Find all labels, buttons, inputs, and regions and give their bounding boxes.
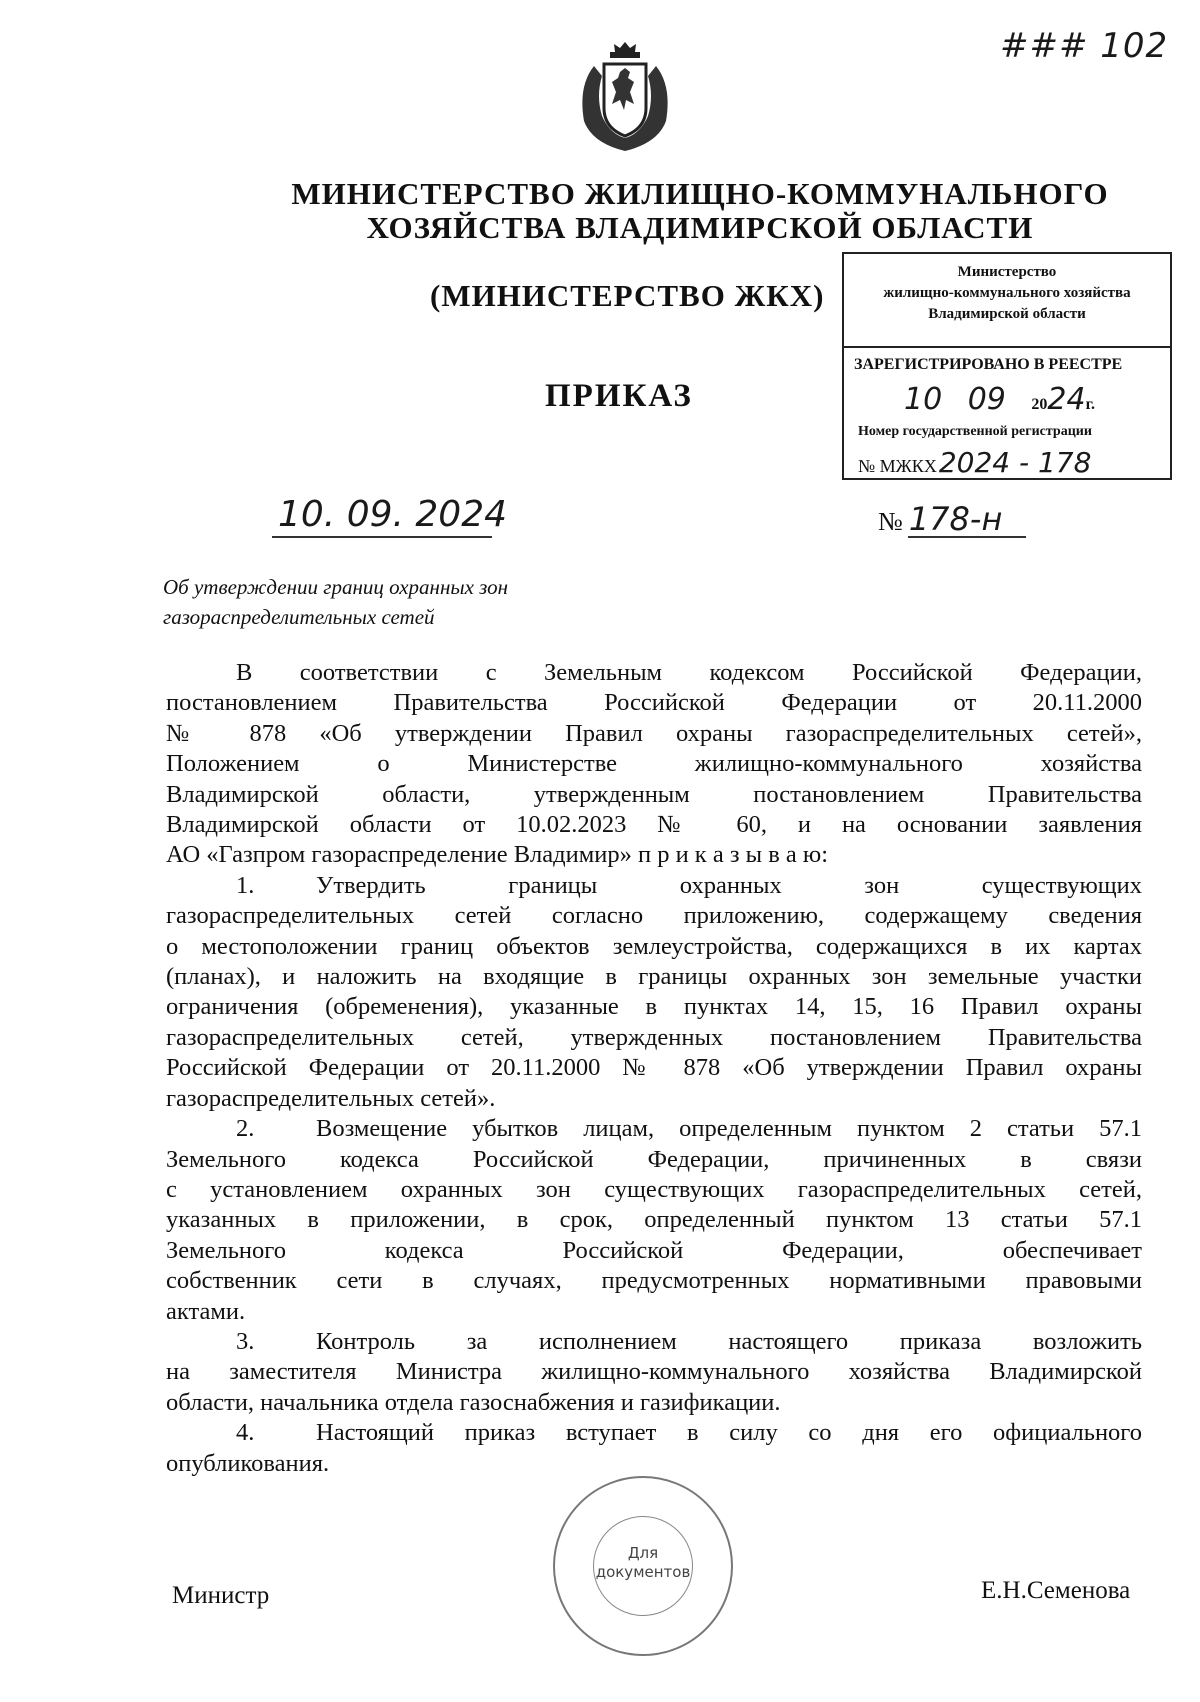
document-type-title: ПРИКАЗ — [545, 378, 693, 414]
coat-of-arms-emblem — [570, 38, 680, 153]
preamble-line: Положением о Министерстве жилищно-коммунального хозяйства — [166, 750, 1142, 778]
preamble-line: АО «Газпром газораспределение Владимир» п р и к а з ы в а ю: — [166, 841, 829, 869]
subject-line-2: газораспределительных сетей — [163, 605, 435, 629]
item-line: Утвердить границы охранных зон существующих — [316, 871, 1142, 899]
ministry-short-name: (МИНИСТЕРСТВО ЖКХ) — [430, 278, 825, 313]
stamp-reg-year-suffix: 24 — [1047, 382, 1086, 417]
registry-stamp — [842, 252, 1172, 480]
item-line: Возмещение убытков лицам, определенным пунктом 2 статьи 57.1 — [316, 1115, 1142, 1143]
item-line: ограничения (обременения), указанные в пунктах 14, 15, 16 Правил охраны — [166, 993, 1142, 1021]
order-date-underline — [272, 536, 492, 538]
subject-line-1: Об утверждении границ охранных зон — [163, 575, 509, 599]
item-line: Земельного кодекса Российской Федерации, обеспечивает — [166, 1236, 1142, 1264]
preamble-line: № 878 «Об утверждении Правил охраны газораспределительных сетей», — [166, 719, 1142, 747]
order-subject — [163, 572, 663, 632]
item-number: 3. — [236, 1327, 255, 1355]
order-number-label: № — [878, 507, 903, 536]
stamp-divider — [844, 346, 1170, 348]
item-first-line — [166, 1418, 1142, 1448]
stamp-org — [844, 262, 1170, 325]
order-body — [166, 658, 1142, 1479]
preamble-line: Владимирской области от 10.02.2023 № 60, и на основании заявления — [166, 811, 1142, 839]
seal-text-line-2: документов — [595, 1563, 691, 1581]
item-line: о местоположении границ объектов землеустройства, содержащихся в их картах — [166, 932, 1142, 960]
item-line: Настоящий приказ вступает в силу со дня его официального — [316, 1419, 1142, 1447]
order-item-1 — [166, 871, 1142, 1114]
stamp-reg-number-prefix: № МЖКХ — [858, 456, 937, 476]
preamble-paragraph — [166, 658, 1142, 871]
item-line: области, начальника отдела газоснабжения и газификации. — [166, 1388, 781, 1416]
corner-handwritten-mark: ### 102 — [1000, 26, 1169, 66]
seal-text — [555, 1544, 731, 1582]
item-number: 2. — [236, 1115, 255, 1143]
ministry-name-line-1: МИНИСТЕРСТВО ЖИЛИЩНО-КОММУНАЛЬНОГО — [291, 176, 1109, 211]
order-item-2 — [166, 1114, 1142, 1327]
stamp-reg-month: 09 — [967, 382, 1006, 417]
signer-name: Е.Н.Семенова — [981, 1577, 1131, 1604]
seal-text-line-1: Для — [627, 1544, 659, 1562]
preamble-line: В соответствии с Земельным кодексом Российской Федерации, — [236, 659, 1142, 686]
ministry-name-line-2: ХОЗЯЙСТВА ВЛАДИМИРСКОЙ ОБЛАСТИ — [366, 210, 1034, 245]
item-number: 4. — [236, 1419, 255, 1447]
signer-title: Министр — [172, 1582, 270, 1609]
item-line: газораспределительных сетей, утвержденных постановлением Правительства — [166, 1023, 1142, 1051]
round-seal-stamp — [553, 1476, 733, 1656]
item-first-line — [166, 1114, 1142, 1144]
stamp-reg-year-unit: г. — [1085, 396, 1096, 413]
stamp-registration-date — [904, 382, 1095, 417]
item-line: с установлением охранных зон существующих газораспределительных сетей, — [166, 1175, 1142, 1203]
item-line: газораспределительных сетей». — [166, 1084, 496, 1112]
stamp-org-line-1: Министерство — [957, 264, 1057, 280]
stamp-org-line-2: жилищно-коммунального хозяйства — [883, 285, 1131, 301]
stamp-reg-number — [858, 446, 1091, 479]
stamp-reg-day: 10 — [904, 382, 943, 417]
stamp-reg-year-prefix: 20 — [1031, 396, 1048, 413]
item-first-line — [166, 1327, 1142, 1357]
item-line: газораспределительных сетей согласно приложению, содержащему сведения — [166, 902, 1142, 930]
item-first-line — [166, 871, 1142, 901]
item-line: опубликования. — [166, 1449, 330, 1477]
item-line: собственник сети в случаях, предусмотренных нормативными правовыми — [166, 1267, 1142, 1295]
order-date: 10. 09. 2024 — [278, 494, 508, 535]
item-line: Российской Федерации от 20.11.2000 № 878 «Об утверждении Правил охраны — [166, 1054, 1142, 1082]
item-line: указанных в приложении, в срок, определенный пунктом 13 статьи 57.1 — [166, 1206, 1142, 1234]
item-line: Контроль за исполнением настоящего приказа возложить — [316, 1327, 1142, 1355]
stamp-registered-label: ЗАРЕГИСТРИРОВАНО В РЕЕСТРЕ — [854, 356, 1123, 373]
item-line: (планах), и наложить на входящие в границы охранных зон земельные участки — [166, 963, 1142, 991]
item-line: Земельного кодекса Российской Федерации, причиненных в связи — [166, 1145, 1142, 1173]
item-number: 1. — [236, 871, 255, 899]
stamp-reg-number-label: Номер государственной регистрации — [858, 424, 1092, 439]
item-line: актами. — [166, 1297, 246, 1325]
stamp-org-line-3: Владимирской области — [928, 306, 1086, 322]
order-item-4 — [166, 1418, 1142, 1479]
preamble-line: постановлением Правительства Российской Федерации от 20.11.2000 — [166, 689, 1142, 717]
order-number-underline — [908, 536, 1026, 538]
order-number-value: 178-н — [908, 500, 1003, 538]
preamble-line: Владимирской области, утвержденным постановлением Правительства — [166, 780, 1142, 808]
stamp-reg-number-value: 2024 - 178 — [938, 446, 1092, 479]
item-line: на заместителя Министра жилищно-коммунального хозяйства Владимирской — [166, 1358, 1142, 1386]
order-item-3 — [166, 1327, 1142, 1418]
order-number — [878, 500, 1002, 538]
